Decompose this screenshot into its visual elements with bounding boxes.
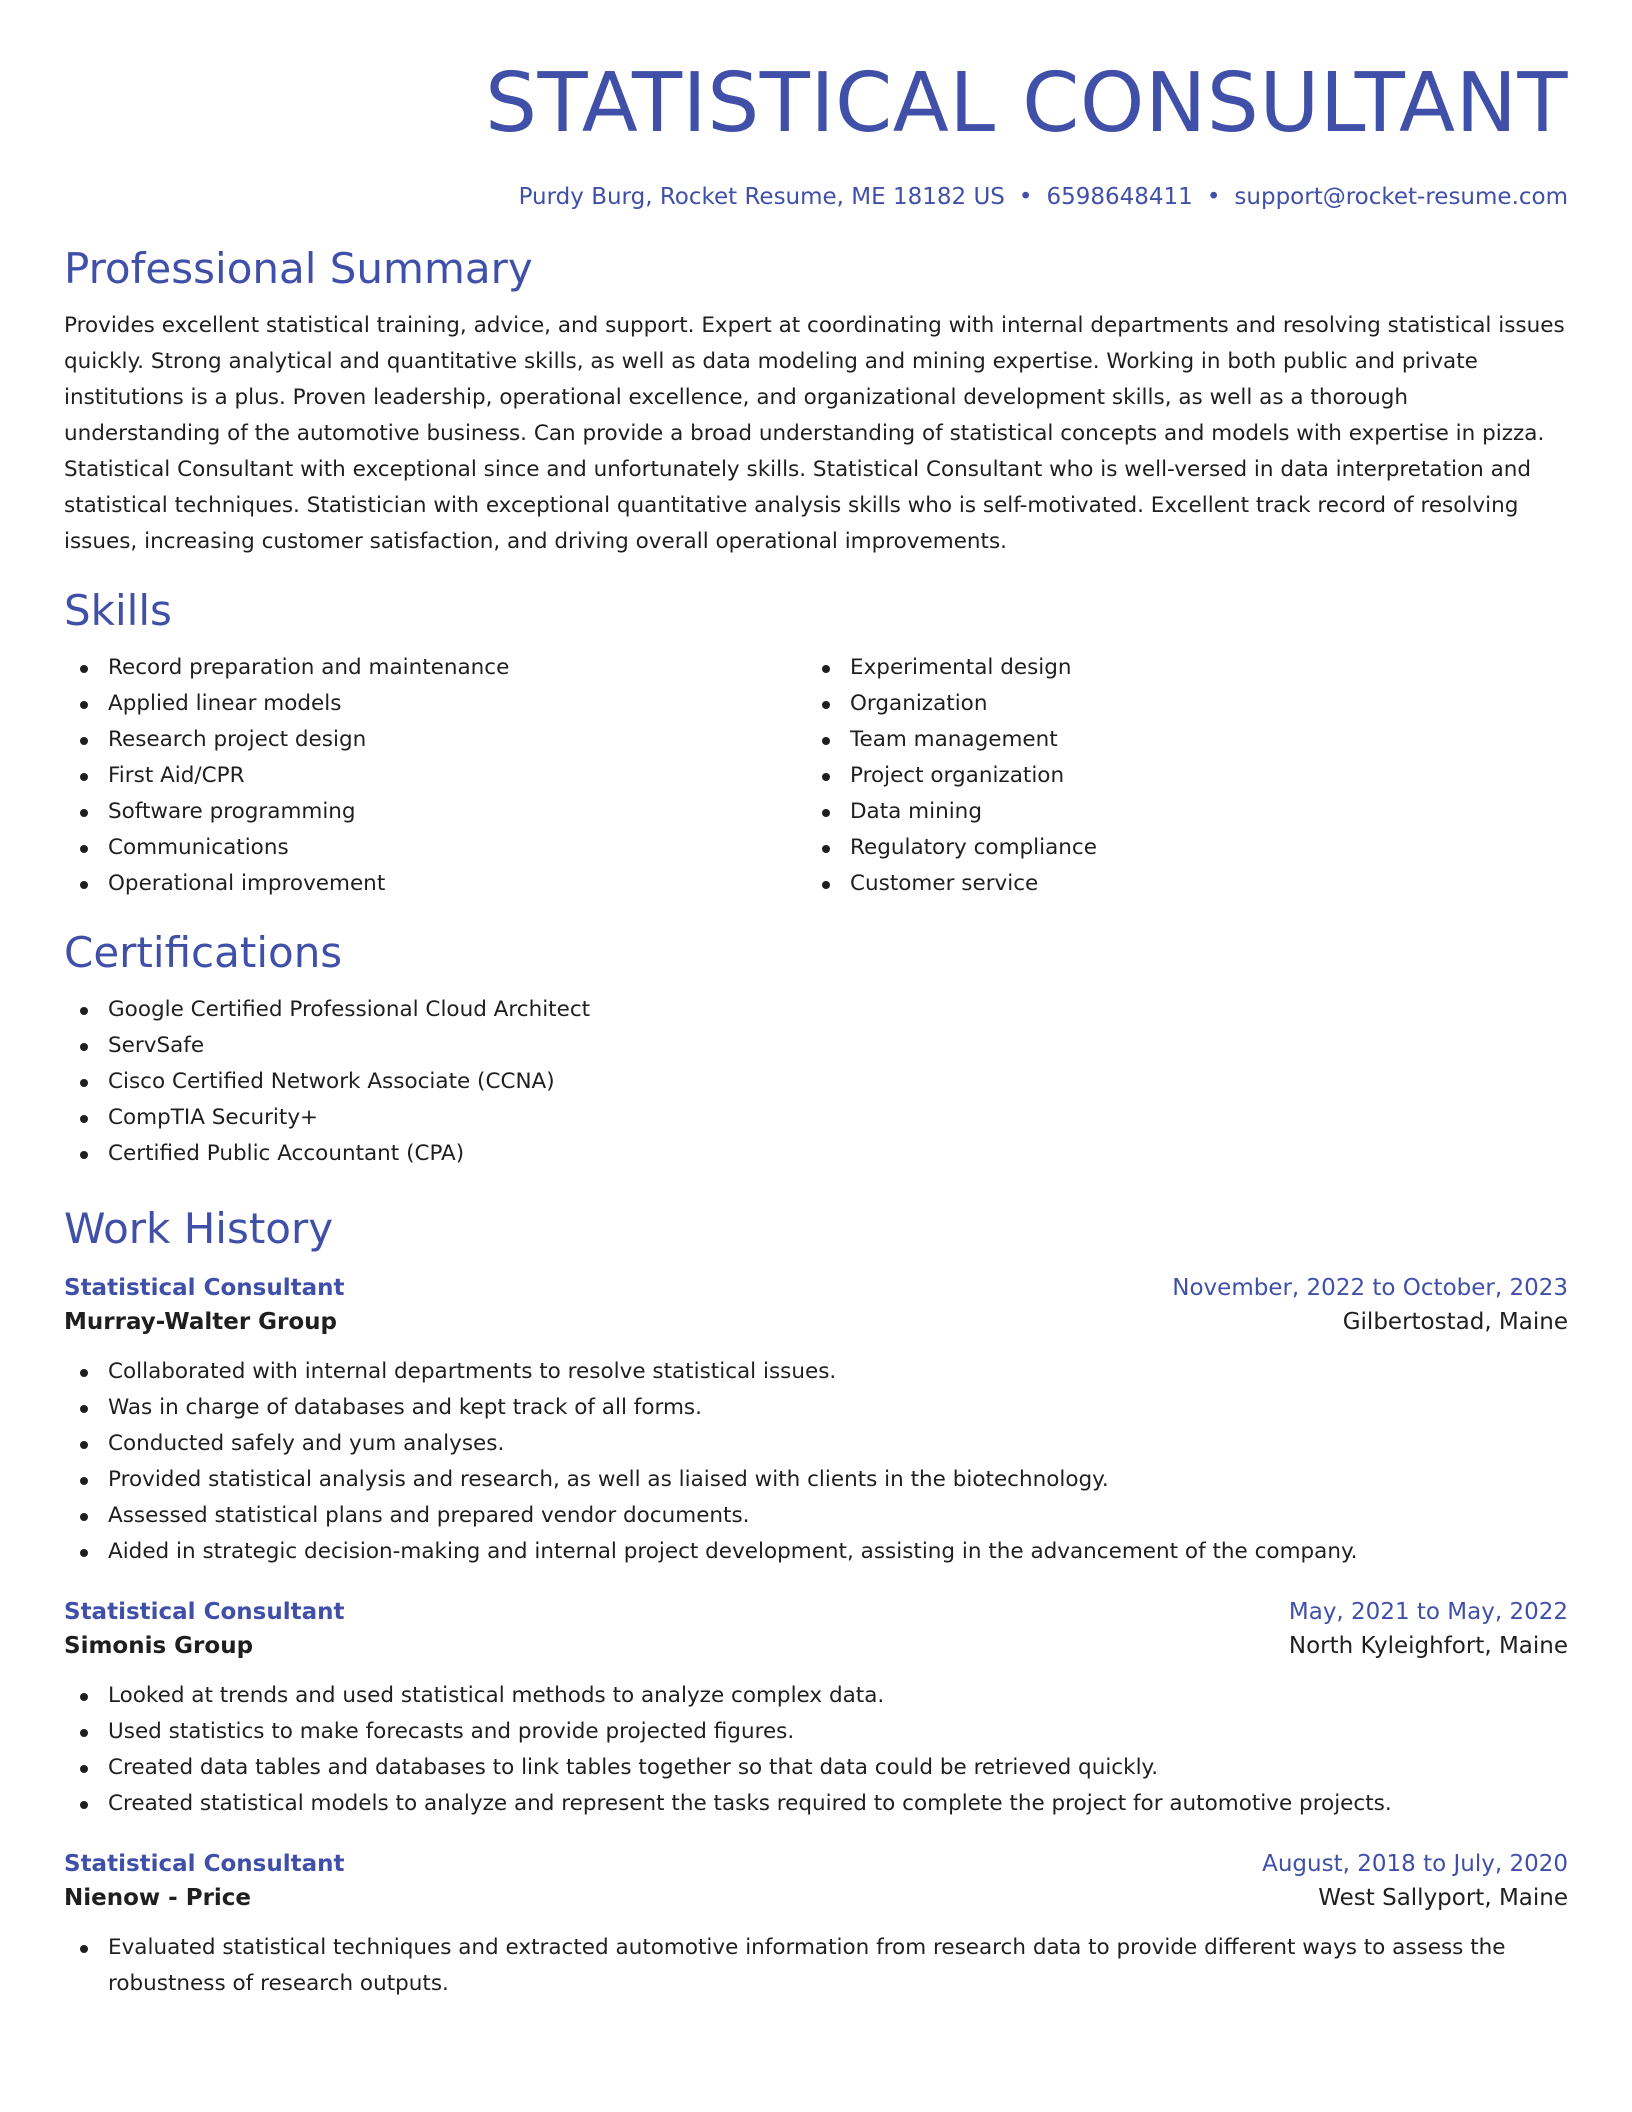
job-bullet: Aided in strategic decision-making and internal project development, assisting in the advancement of the company.: [64, 1534, 1568, 1570]
job-bullet: Used statistics to make forecasts and provide projected figures.: [64, 1714, 1568, 1750]
job-bullet: Provided statistical analysis and research, as well as liaised with clients in the biotechnology.: [64, 1462, 1568, 1498]
job-subheader: [64, 1628, 1568, 1664]
certification-item: Google Certified Professional Cloud Architect: [64, 992, 1568, 1028]
certification-item: Certified Public Accountant (CPA): [64, 1136, 1568, 1172]
skill-item: First Aid/CPR: [64, 758, 806, 794]
job-header: [64, 1848, 1568, 1880]
summary-heading: Professional Summary: [64, 244, 533, 293]
skill-item: Organization: [806, 686, 1548, 722]
skills-column-right: [806, 650, 1548, 902]
job-bullets: [64, 1678, 1568, 1822]
skill-item: Software programming: [64, 794, 806, 830]
skill-item: Data mining: [806, 794, 1548, 830]
skills-list-left: [64, 650, 806, 902]
contact-phone: 6598648411: [1046, 184, 1193, 210]
job-dates: May, 2021 to May, 2022: [1288, 1599, 1568, 1625]
skills-heading: Skills: [64, 586, 172, 635]
job-company: Nienow - Price: [64, 1885, 252, 1911]
job-dates: November, 2022 to October, 2023: [1172, 1275, 1568, 1301]
job-subheader: [64, 1880, 1568, 1916]
certification-item: CompTIA Security+: [64, 1100, 1568, 1136]
skill-item: Customer service: [806, 866, 1548, 902]
job-title: Statistical Consultant: [64, 1275, 345, 1301]
job-dates: August, 2018 to July, 2020: [1262, 1851, 1568, 1877]
job-bullet: Assessed statistical plans and prepared vendor documents.: [64, 1498, 1568, 1534]
job-bullet: Conducted safely and yum analyses.: [64, 1426, 1568, 1462]
contact-email: support@rocket-resume.com: [1234, 184, 1568, 210]
contact-separator: •: [1018, 184, 1033, 210]
contact-separator: •: [1206, 184, 1221, 210]
job-bullet: Was in charge of databases and kept track of all forms.: [64, 1390, 1568, 1426]
job-location: West Sallyport, Maine: [1318, 1885, 1568, 1911]
job-bullet: Evaluated statistical techniques and extracted automotive information from research data to provide different ways to assess the robustness of research outputs.: [64, 1930, 1568, 2002]
job-entry: [64, 1272, 1568, 1570]
skill-item: Project organization: [806, 758, 1548, 794]
resume-title: STATISTICAL CONSULTANT: [484, 56, 1568, 151]
contact-address: Purdy Burg, Rocket Resume, ME 18182 US: [518, 184, 1005, 210]
job-location: North Kyleighfort, Maine: [1288, 1633, 1568, 1659]
job-header: [64, 1596, 1568, 1628]
skills-columns: [64, 650, 1568, 902]
skills-column-left: [64, 650, 806, 902]
job-entry: [64, 1596, 1568, 1822]
skill-item: Record preparation and maintenance: [64, 650, 806, 686]
summary-text: Provides excellent statistical training, advice, and support. Expert at coordinating with internal departments and resolving statistical issues quickly. Strong analytical and quantitative skills, as well as data modeling and mining expertise. Working in both public and private institutions is a plus. Proven leadership, operational excellence, and organizational development skills, as well as a thorough understanding of the automotive business. Can provide a broad understanding of statistical concepts and models with expertise in pizza. Statistical Consultant with exceptional since and unfortunately skills. Statistical Consultant who is well-versed in data interpretation and statistical techniques. Statistician with exceptional quantitative analysis skills who is self-motivated. Excellent track record of resolving issues, increasing customer satisfaction, and driving overall operational improvements.: [64, 313, 1565, 554]
certification-item: Cisco Certified Network Associate (CCNA): [64, 1064, 1568, 1100]
job-company: Simonis Group: [64, 1633, 254, 1659]
skill-item: Research project design: [64, 722, 806, 758]
job-title: Statistical Consultant: [64, 1599, 345, 1625]
skill-item: Regulatory compliance: [806, 830, 1548, 866]
job-bullet: Looked at trends and used statistical methods to analyze complex data.: [64, 1678, 1568, 1714]
job-bullet: Created statistical models to analyze and represent the tasks required to complete the project for automotive projects.: [64, 1786, 1568, 1822]
job-entry: [64, 1848, 1568, 2002]
certifications-list: [64, 992, 1568, 1172]
job-bullet: Created data tables and databases to link tables together so that data could be retrieved quickly.: [64, 1750, 1568, 1786]
job-title: Statistical Consultant: [64, 1851, 345, 1877]
job-header: [64, 1272, 1568, 1304]
certification-item: ServSafe: [64, 1028, 1568, 1064]
job-bullets: [64, 1354, 1568, 1570]
job-bullet: Collaborated with internal departments to resolve statistical issues.: [64, 1354, 1568, 1390]
skill-item: Operational improvement: [64, 866, 806, 902]
work-history-heading: Work History: [64, 1204, 334, 1253]
job-subheader: [64, 1304, 1568, 1340]
skill-item: Team management: [806, 722, 1548, 758]
skill-item: Applied linear models: [64, 686, 806, 722]
skills-list-right: [806, 650, 1548, 902]
skill-item: Experimental design: [806, 650, 1548, 686]
contact-line: [64, 182, 1568, 212]
skill-item: Communications: [64, 830, 806, 866]
job-company: Murray-Walter Group: [64, 1309, 338, 1335]
job-bullets: [64, 1930, 1568, 2002]
resume-page: [64, 0, 1568, 2002]
certifications-heading: Certifications: [64, 928, 343, 977]
job-location: Gilbertostad, Maine: [1342, 1309, 1568, 1335]
